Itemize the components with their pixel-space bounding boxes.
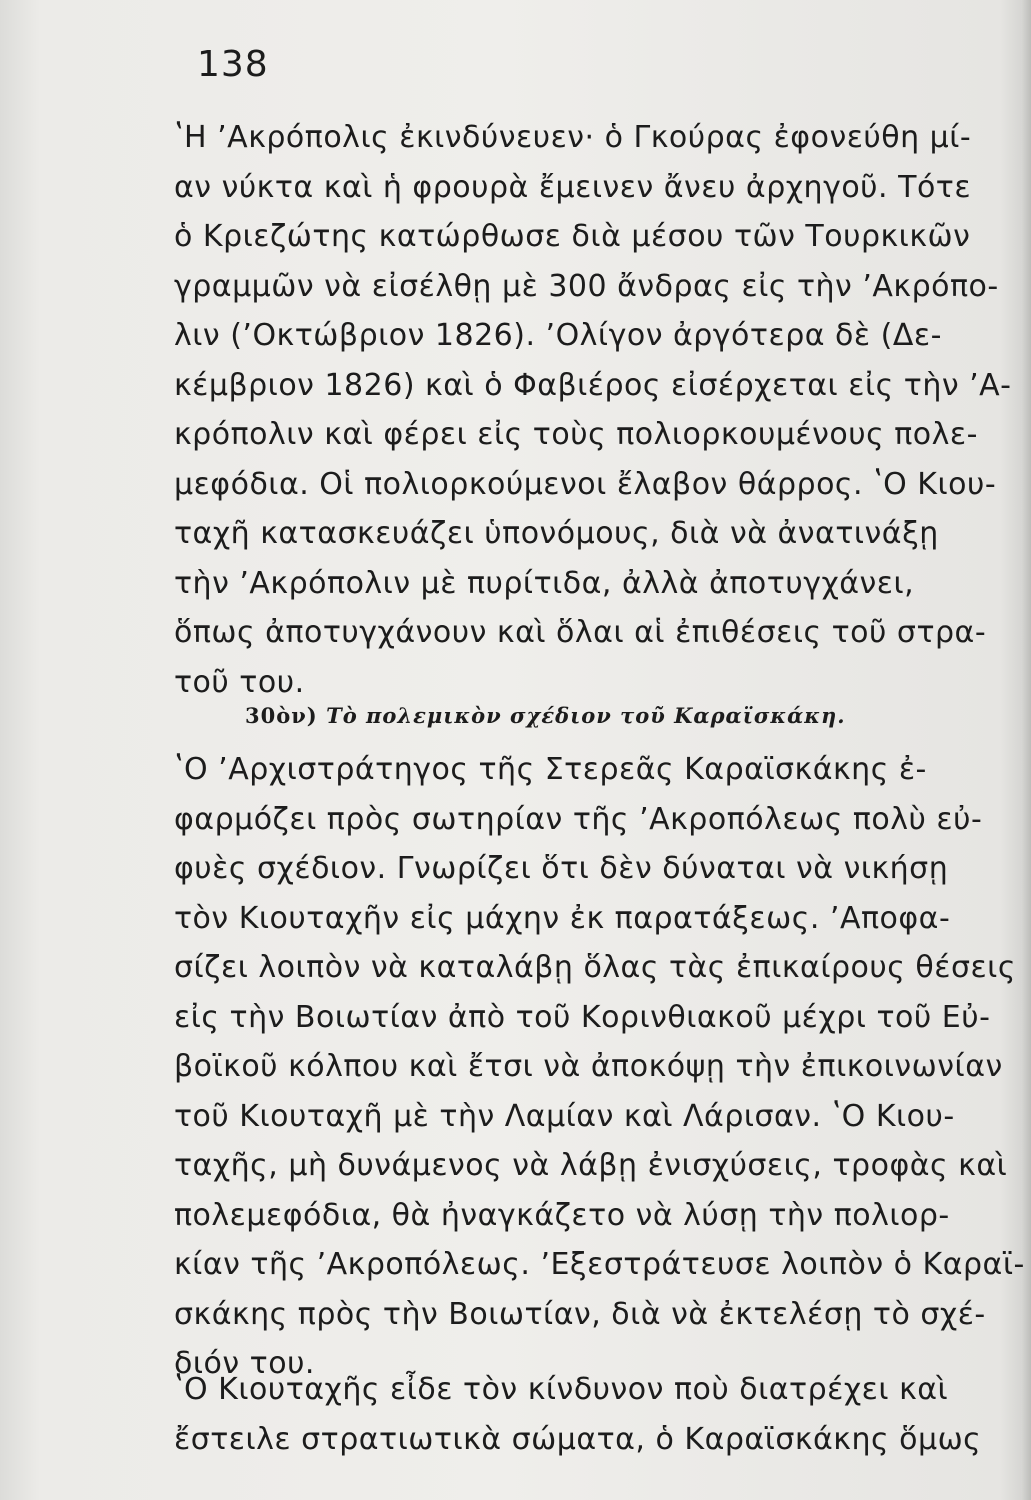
text-line: ἔστειλε στρατιωτικὰ σώματα, ὁ Καραϊσκάκης ὅμως — [174, 1421, 982, 1457]
text-line: ὁ Κριεζώτης κατώρθωσε διὰ μέσου τῶν Τουρκικῶν — [174, 219, 971, 254]
text-line: κρόπολιν καὶ φέρει εἰς τοὺς πολιορκουμένους πολε- — [174, 417, 978, 452]
page-number: 138 — [197, 44, 269, 85]
text-line: τὸν Κιουταχῆν εἰς μάχην ἐκ παρατάξεως. ʼΑποφα- — [174, 900, 951, 936]
text-line: κίαν τῆς ʼΑκροπόλεως. ʼΕξεστράτευσε λοιπὸν ὁ Καραϊ- — [174, 1247, 1025, 1282]
text-line: πολεμεφόδια, θὰ ἠναγκάζετο νὰ λύσῃ τὴν πολιορ- — [174, 1197, 950, 1233]
text-line: σκάκης πρὸς τὴν Βοιωτίαν, διὰ νὰ ἐκτελέσῃ τὸ σχέ- — [174, 1296, 986, 1332]
section-title: Τὸ πολεμικὸν σχέδιον τοῦ Καραϊσκάκη. — [326, 703, 846, 728]
text-line: διόν του. — [174, 1346, 315, 1381]
text-line: ταχῆ κατασκευάζει ὑπονόμους, διὰ νὰ ἀνατινάξῃ — [174, 516, 939, 551]
text-line: φαρμόζει πρὸς σωτηρίαν τῆς ʼΑκροπόλεως πολὺ εὐ- — [174, 801, 983, 837]
text-line: εἰς τὴν Βοιωτίαν ἀπὸ τοῦ Κορινθιακοῦ μέχρι τοῦ Εὐ- — [174, 999, 991, 1035]
section-number: 30ὸν) — [245, 703, 318, 728]
paragraph-acropolis-siege — [174, 113, 1031, 707]
text-line: ʽΟ ʼΑρχιστράτηγος τῆς Στερεᾶς Καραϊσκάκης ἐ- — [174, 752, 927, 787]
text-line: ταχῆς, μὴ δυνάμενος νὰ λάβῃ ἐνισχύσεις, τροφὰς καὶ — [174, 1148, 1008, 1183]
text-line: σίζει λοιπὸν νὰ καταλάβῃ ὅλας τὰς ἐπικαίρους θέσεις — [174, 950, 1016, 985]
text-line: λιν (ʼΟκτώβριον 1826). ʼΟλίγον ἀργότερα δὲ (Δε- — [174, 318, 942, 353]
text-line: βοϊκοῦ κόλπου καὶ ἔτσι νὰ ἀποκόψῃ τὴν ἐπικοινωνίαν — [174, 1049, 1003, 1084]
text-line: ʽΗ ʼΑκρόπολις ἐκινδύνευεν· ὁ Γκούρας ἐφονεύθη μί- — [174, 120, 972, 155]
text-line: τὴν ʼΑκρόπολιν μὲ πυρίτιδα, ἀλλὰ ἀποτυγχάνει, — [174, 565, 915, 601]
paragraph-karaiskakis-plan — [174, 745, 1031, 1389]
text-line: μεφόδια. Οἱ πολιορκούμενοι ἔλαβον θάρρος. ʽΟ Κιου- — [174, 466, 997, 502]
text-line: αν νύκτα καὶ ἡ φρουρὰ ἔμεινεν ἄνευ ἀρχηγοῦ. Τότε — [174, 169, 972, 205]
text-line: τοῦ του. — [174, 664, 305, 700]
text-line: ὅπως ἀποτυγχάνουν καὶ ὅλαι αἱ ἐπιθέσεις τοῦ στρα- — [174, 615, 987, 650]
text-line: φυὲς σχέδιον. Γνωρίζει ὅτι δὲν δύναται νὰ νικήσῃ — [174, 851, 949, 886]
text-line: γραμμῶν νὰ εἰσέλθῃ μὲ 300 ἄνδρας εἰς τὴν ʼΑκρόπο- — [174, 268, 999, 304]
section-heading — [245, 703, 846, 728]
text-line: κέμβριον 1826) καὶ ὁ Φαβιέρος εἰσέρχεται εἰς τὴν ʼΑ- — [174, 367, 1012, 403]
text-line: τοῦ Κιουταχῆ μὲ τὴν Λαμίαν καὶ Λάρισαν. ʽΟ Κιου- — [174, 1098, 955, 1134]
paragraph-kiutahi-response — [174, 1365, 1031, 1464]
text-line: ʽΟ Κιουταχῆς εἶδε τὸν κίνδυνον ποὺ διατρέχει καὶ — [174, 1372, 949, 1407]
